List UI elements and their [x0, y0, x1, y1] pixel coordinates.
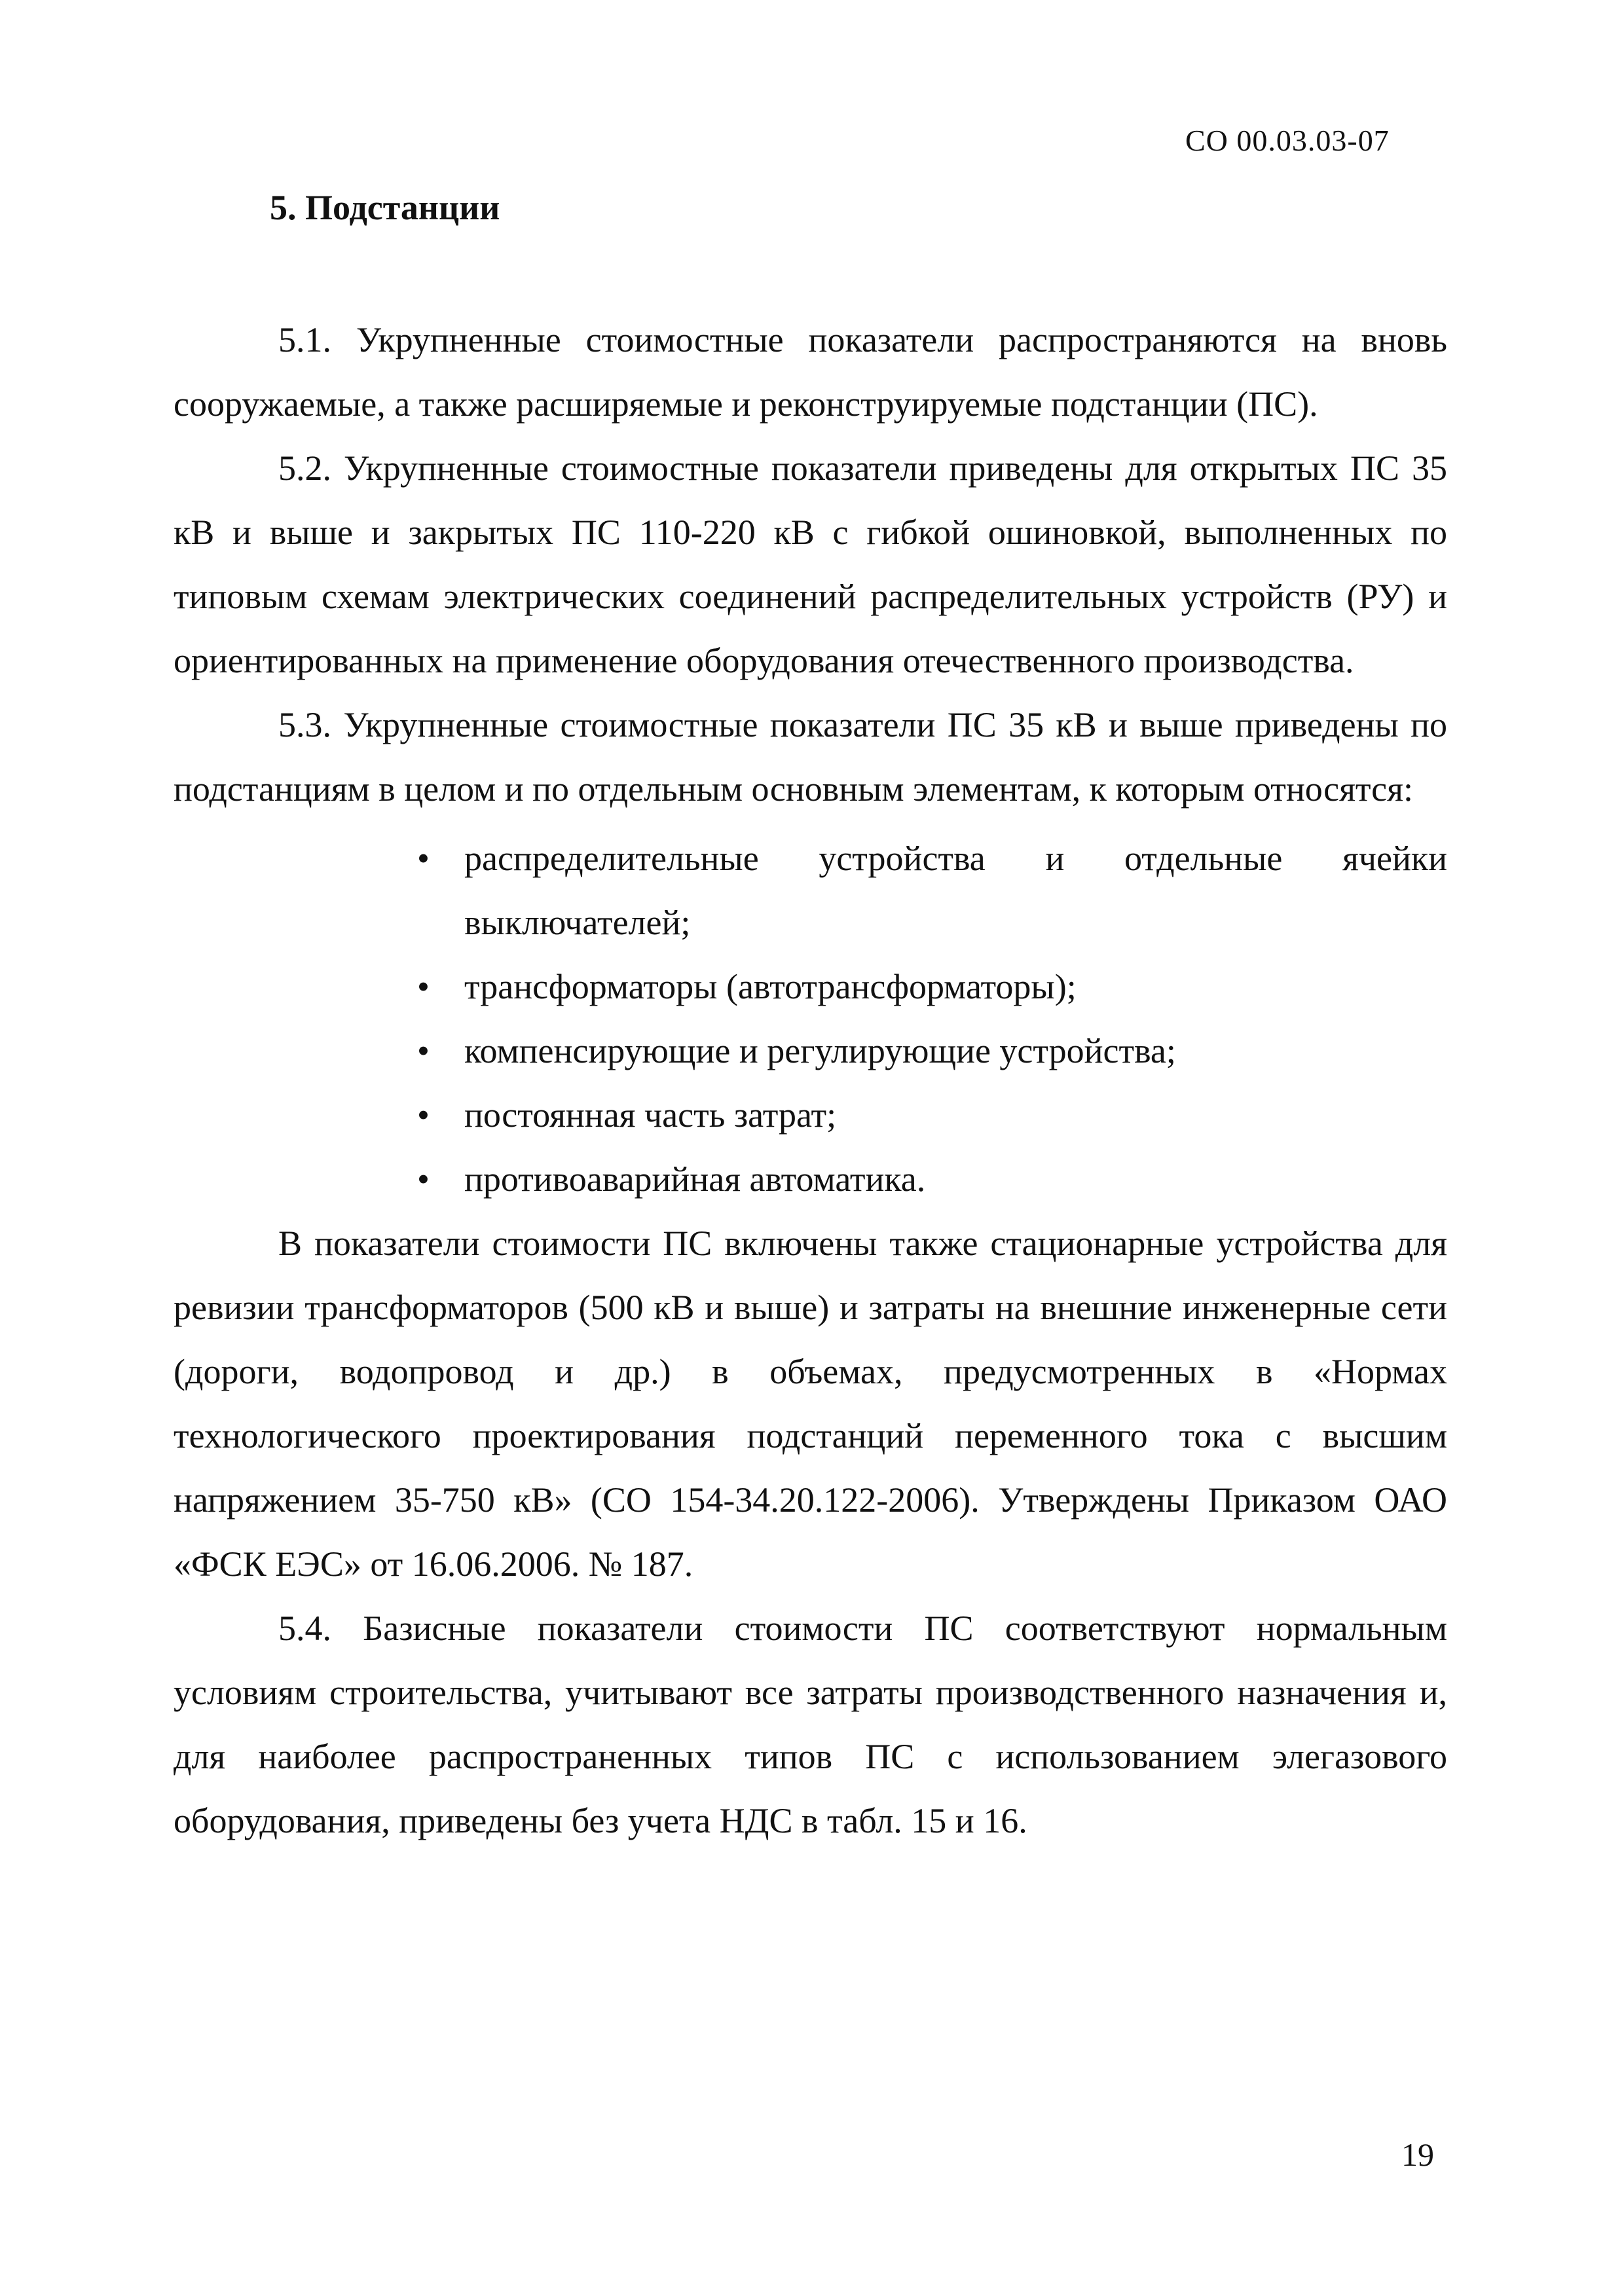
paragraph-included-costs: В показатели стоимости ПС включены также стационарные устройства для ревизии трансформаторов (500 кВ и выше) и затраты на внешние инженерные сети (дороги, водопровод и др.) в объемах, предусмотренных в «Нормах технологического проектирования подстанций переменного тока с высшим напряжением 35-750 кВ» (СО 154-34.20.122-2006). Утверждены Приказом ОАО «ФСК ЕЭС» от 16.06.2006. № 187. — [174, 1224, 1447, 1584]
paragraph-5-2: 5.2. Укрупненные стоимостные показатели приведены для открытых ПС 35 кВ и выше и закрытых ПС 110-220 кВ с гибкой ошиновкой, выполненных по типовым схемам электрических соединений распределительных устройств (РУ) и ориентированных на применение оборудования отечественного производства. — [174, 448, 1447, 680]
section-title: 5. Подстанции — [270, 188, 500, 227]
document-code: СО 00.03.03-07 — [1185, 124, 1390, 157]
page-number: 19 — [1401, 2136, 1434, 2173]
document-body — [174, 308, 1447, 1853]
paragraph-5-1: 5.1. Укрупненные стоимостные показатели распространяются на вновь сооружаемые, а также расширяемые и реконструируемые подстанции (ПС). — [174, 320, 1447, 424]
list-item: • постоянная часть затрат; — [417, 1083, 1447, 1147]
list-item: • трансформаторы (автотрансформаторы); — [417, 955, 1447, 1019]
list-item: • компенсирующие и регулирующие устройства; — [417, 1019, 1447, 1083]
list-item: • распределительные устройства и отдельные ячейки выключателей; — [417, 826, 1447, 955]
paragraph-5-3: 5.3. Укрупненные стоимостные показатели ПС 35 кВ и выше приведены по подстанциям в целом и по отдельным основным элементам, к которым относятся: — [174, 705, 1447, 809]
paragraph-5-4: 5.4. Базисные показатели стоимости ПС соответствуют нормальным условиям строительства, учитывают все затраты производственного назначения и, для наиболее распространенных типов ПС с использованием элегазового оборудования, приведены без учета НДС в табл. 15 и 16. — [174, 1609, 1447, 1840]
elements-list — [174, 826, 1447, 1211]
list-item: • противоаварийная автоматика. — [417, 1147, 1447, 1211]
